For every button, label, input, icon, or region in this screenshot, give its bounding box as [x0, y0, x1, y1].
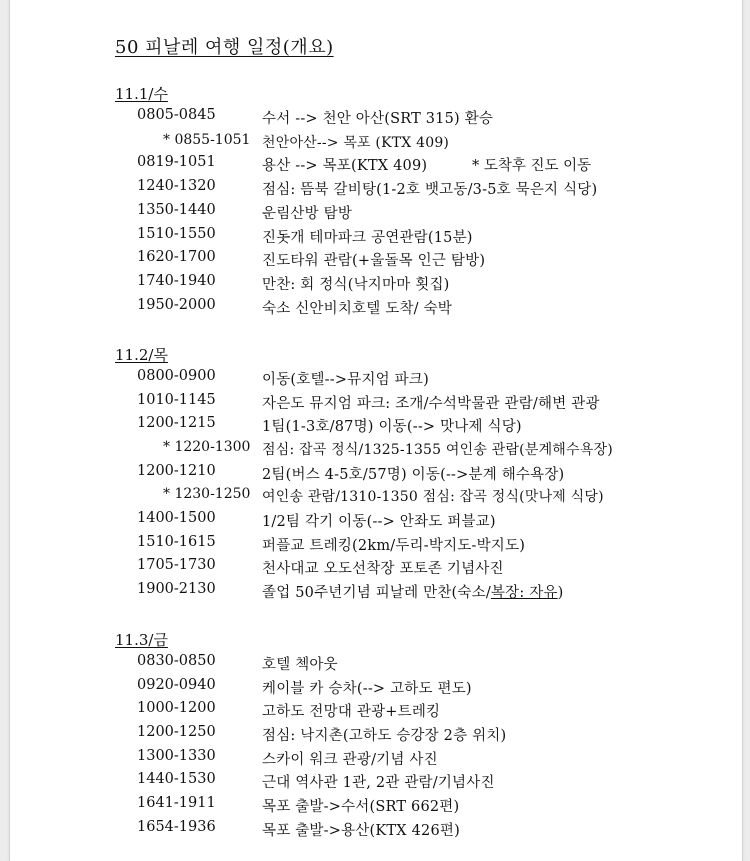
schedule-description: 호텔 첵아웃 [262, 657, 338, 673]
schedule-row [10, 226, 742, 246]
schedule-description: 1/2팀 각기 이동(--> 안좌도 퍼블교) [262, 514, 496, 530]
schedule-time: 1705-1730 [137, 557, 216, 573]
schedule-time: * 0855-1051 [163, 132, 251, 148]
description-end: ) [557, 585, 564, 601]
schedule-row [10, 771, 742, 791]
schedule-time: 1200-1250 [137, 724, 216, 740]
schedule-row [10, 581, 742, 601]
schedule-description: 만찬: 회 정식(낙지마마 횟집) [262, 277, 450, 293]
schedule-description: 근대 역사관 1관, 2관 관람/기념사진 [262, 775, 495, 791]
schedule-row [10, 557, 742, 577]
schedule-time: 1900-2130 [137, 581, 216, 597]
schedule-time: 1620-1700 [137, 249, 216, 265]
schedule-time: 1300-1330 [137, 748, 216, 764]
schedule-row [10, 202, 742, 222]
schedule-time: 0800-0900 [137, 368, 216, 384]
schedule-description: 점심: 뜸북 갈비탕(1-2호 뱃고동/3-5호 묵은지 식당) [262, 182, 598, 198]
schedule-time: * 1220-1300 [163, 439, 251, 455]
schedule-description: 목포 출발->수서(SRT 662편) [262, 799, 460, 815]
schedule-description: 용산 --> 목포(KTX 409) [262, 158, 428, 174]
schedule-description: 점심: 잡곡 정식/1325-1355 여인송 관람(분계해수욕장) [262, 442, 613, 458]
schedule-row [10, 392, 742, 412]
schedule-time: 1240-1320 [137, 178, 216, 194]
schedule-time: 1000-1200 [137, 700, 216, 716]
schedule-row [10, 700, 742, 720]
schedule-time: 0830-0850 [137, 653, 216, 669]
schedule-time: 1740-1940 [137, 273, 216, 289]
schedule-description: 자은도 뮤지엄 파크: 조개/수석박물관 관람/해변 관광 [262, 396, 600, 412]
schedule-row [10, 154, 742, 174]
schedule-row [10, 439, 742, 459]
schedule-description: 스카이 워크 관광/기념 사진 [262, 752, 438, 768]
schedule-description: 점심: 낙지촌(고하도 승강장 2층 위치) [262, 728, 507, 744]
schedule-row [10, 178, 742, 198]
schedule-description: 케이블 카 승차(--> 고하도 편도) [262, 681, 472, 697]
description-text: 졸업 50주년기념 피날레 만찬(숙소/ [262, 585, 491, 601]
schedule-time: * 1230-1250 [163, 486, 251, 502]
schedule-row [10, 415, 742, 435]
schedule-row [10, 748, 742, 768]
schedule-description: 고하도 전망대 관광+트레킹 [262, 704, 441, 720]
schedule-time: 0805-0845 [137, 107, 216, 123]
schedule-row [10, 273, 742, 293]
schedule-row [10, 677, 742, 697]
schedule-description: 천안아산--> 목포 (KTX 409) [262, 135, 450, 151]
schedule-time: 0920-0940 [137, 677, 216, 693]
schedule-time: 1654-1936 [137, 819, 216, 835]
schedule-time: 0819-1051 [137, 154, 216, 170]
schedule-description: 여인송 관람/1310-1350 점심: 잡곡 정식(맛나제 식당) [262, 489, 604, 505]
document-page [9, 0, 743, 861]
schedule-description: 퍼플교 트레킹(2km/두리-박지도-박지도) [262, 538, 526, 554]
schedule-row [10, 463, 742, 483]
schedule-row [10, 107, 742, 127]
schedule-description: 숙소 신안비치호텔 도착/ 숙박 [262, 301, 452, 317]
schedule-time: 1510-1550 [137, 226, 216, 242]
dress-code-text: 복장: 자유 [490, 585, 558, 601]
schedule-time: 1010-1145 [137, 392, 216, 408]
schedule-description: 이동(호텔-->뮤지엄 파크) [262, 372, 429, 388]
day-header-1101: 11.1/수 [115, 85, 168, 103]
schedule-description [262, 581, 564, 602]
schedule-row [10, 249, 742, 269]
schedule-time: 1510-1615 [137, 534, 216, 550]
schedule-description: 수서 --> 천안 아산(SRT 315) 환승 [262, 111, 494, 127]
schedule-description: 운림산방 탐방 [262, 206, 353, 222]
schedule-description: 천사대교 오도선착장 포토존 기념사진 [262, 561, 504, 577]
schedule-time: 1200-1215 [137, 415, 216, 431]
schedule-row [10, 653, 742, 673]
schedule-time: 1350-1440 [137, 202, 216, 218]
day-header-1102: 11.2/목 [115, 346, 168, 364]
schedule-note: * 도착후 진도 이동 [472, 158, 592, 174]
schedule-row [10, 510, 742, 530]
schedule-row [10, 819, 742, 839]
schedule-time: 1400-1500 [137, 510, 216, 526]
schedule-row [10, 132, 742, 152]
day-header-1103: 11.3/금 [115, 631, 168, 649]
schedule-time: 1440-1530 [137, 771, 216, 787]
schedule-row [10, 795, 742, 815]
schedule-description: 1팀(1-3호/87명) 이동(--> 맛나제 식당) [262, 419, 522, 435]
schedule-row [10, 486, 742, 506]
schedule-row [10, 297, 742, 317]
schedule-row [10, 368, 742, 388]
schedule-description: 2팀(버스 4-5호/57명) 이동(-->분계 해수욕장) [262, 467, 565, 483]
schedule-time: 1950-2000 [137, 297, 216, 313]
schedule-row [10, 534, 742, 554]
schedule-time: 1200-1210 [137, 463, 216, 479]
schedule-description: 진돗개 테마파크 공연관람(15분) [262, 230, 473, 246]
schedule-row [10, 724, 742, 744]
schedule-description: 진도타워 관람(+울돌목 인근 탐방) [262, 253, 486, 269]
schedule-description: 목포 출발->용산(KTX 426편) [262, 823, 460, 839]
schedule-time: 1641-1911 [137, 795, 216, 811]
page-title: 50 피날레 여행 일정(개요) [115, 37, 334, 58]
